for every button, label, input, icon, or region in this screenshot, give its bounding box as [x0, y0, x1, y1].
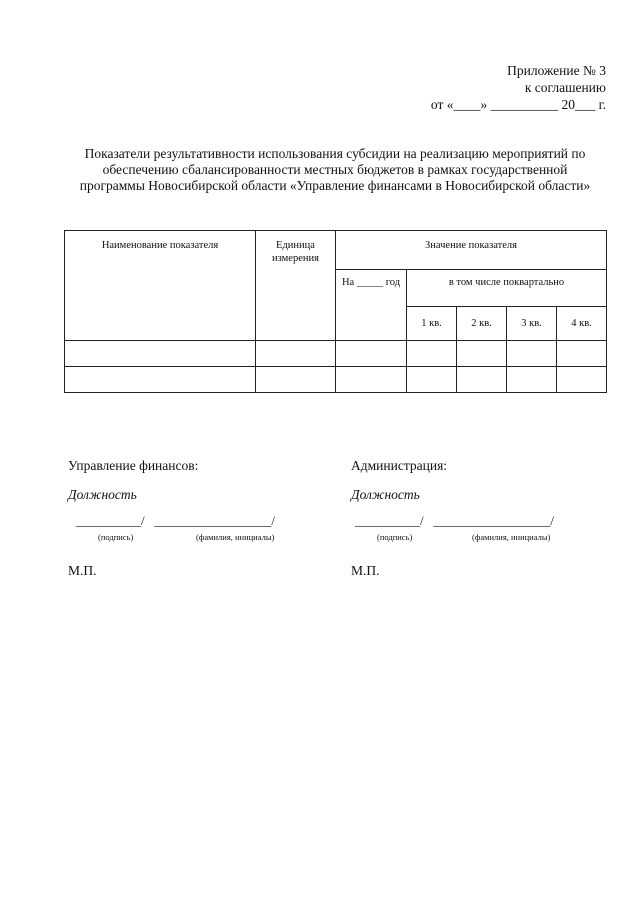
table-cell[interactable]	[507, 341, 557, 367]
table-cell[interactable]	[407, 367, 457, 393]
table-cell[interactable]	[457, 341, 507, 367]
right-position-label: Должность	[351, 487, 420, 502]
table-cell[interactable]	[256, 367, 336, 393]
header-indicator-name: Наименование показателя	[65, 231, 256, 341]
table-cell[interactable]	[457, 367, 507, 393]
table-row	[65, 367, 607, 393]
appendix-number: Приложение № 3	[507, 63, 606, 78]
left-position-label: Должность	[68, 487, 137, 502]
left-stamp-label: М.П.	[68, 563, 97, 578]
left-org-label: Управление финансов:	[68, 458, 199, 473]
appendix-date: от «____» __________ 20___ г.	[430, 97, 606, 112]
table-cell[interactable]	[557, 367, 607, 393]
header-unit: Единица измерения	[256, 231, 336, 341]
table-cell[interactable]	[336, 341, 407, 367]
appendix-agreement: к соглашению	[524, 80, 606, 95]
indicators-table	[64, 230, 607, 393]
right-stamp-label: М.П.	[351, 563, 380, 578]
table-row	[65, 341, 607, 367]
appendix-header	[431, 62, 606, 113]
header-q4: 4 кв.	[557, 306, 607, 340]
table-cell[interactable]	[407, 341, 457, 367]
right-sign-caption: (подпись)	[377, 532, 413, 542]
header-q3: 3 кв.	[507, 306, 557, 340]
header-q2: 2 кв.	[457, 306, 507, 340]
table-cell[interactable]	[65, 341, 256, 367]
table-cell[interactable]	[507, 367, 557, 393]
document-title: Показатели результативности использования субсидии на реализацию мероприятий по обеспечению сбалансированности местных бюджетов в рамках государственной программы Новосибирской области «Управление финансами в Новосибирской области»	[79, 146, 591, 193]
table-header-row	[65, 231, 607, 270]
right-org-label: Администрация:	[351, 458, 448, 473]
header-value: Значение показателя	[336, 231, 607, 270]
header-quarterly: в том числе поквартально	[407, 270, 607, 307]
left-sign-caption: (подпись)	[98, 532, 134, 542]
table-cell[interactable]	[557, 341, 607, 367]
left-signature-lines: __________/ __________________/	[76, 513, 275, 528]
header-year: На _____ год	[336, 270, 407, 341]
header-q1: 1 кв.	[407, 306, 457, 340]
table-cell[interactable]	[65, 367, 256, 393]
left-name-caption: (фамилия, инициалы)	[196, 532, 275, 542]
table-cell[interactable]	[336, 367, 407, 393]
right-signature-lines: __________/ __________________/	[355, 513, 554, 528]
table-cell[interactable]	[256, 341, 336, 367]
right-name-caption: (фамилия, инициалы)	[472, 532, 551, 542]
